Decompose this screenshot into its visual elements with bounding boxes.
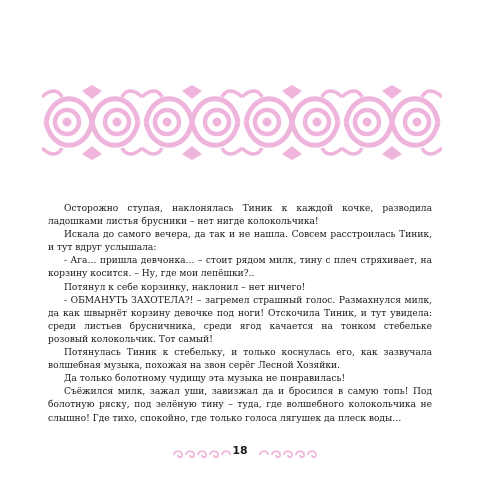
paragraph-6: Потянулась Тиник к стебельку, и только коснулась его, как зазвучала волшебная музыка, похожая на звон серёг Лесной Хозяйки.	[48, 348, 432, 372]
pink-spiral-ornament-left-icon	[172, 449, 232, 461]
paragraph-4: Потянул к себе корзинку, наклонил – нет ничего!	[64, 282, 306, 293]
page-number: 18	[232, 444, 248, 457]
pink-spiral-ornament-right-icon	[258, 449, 318, 461]
paragraph-3: - Ага… пришла девчонка… – стоит рядом милк, тину с плеч стряхивает, на корзину косится. – Ну, где мои лепёшки?..	[48, 256, 432, 280]
paragraph-2: Искала до самого вечера, да так и не нашла. Совсем расстроилась Тиник, и тут вдруг услышала:	[48, 230, 432, 254]
paragraph-7: Да только болотному чудищу эта музыка не понравилась!	[64, 374, 346, 385]
paragraph-5: - ОБМАНУТЬ ЗАХОТЕЛА?! – загремел страшный голос. Размахнулся милк, да как швырнёт корзину девочке под ноги! Отскочила Тиник, и тут увидела: среди листьев брусничника, среди ягод качается на тонком стебельке розовый колокольчик. Тот самый!	[48, 295, 432, 345]
pink-scroll-ornament-band	[42, 85, 442, 160]
story-text	[48, 203, 432, 426]
page-footer	[0, 444, 480, 468]
paragraph-1: Осторожно ступая, наклонялась Тиник к каждой кочке, разводила ладошками листья брусники – нет нигде колокольчика!	[48, 204, 432, 228]
paragraph-8: Съёжился милк, зажал уши, завизжал да и бросился в самую топь! Под болотную ряску, под зелёную тину – туда, где волшебного колокольчика не слышно! Где тихо, спокойно, где только голоса лягушек да плеск воды…	[48, 387, 432, 424]
